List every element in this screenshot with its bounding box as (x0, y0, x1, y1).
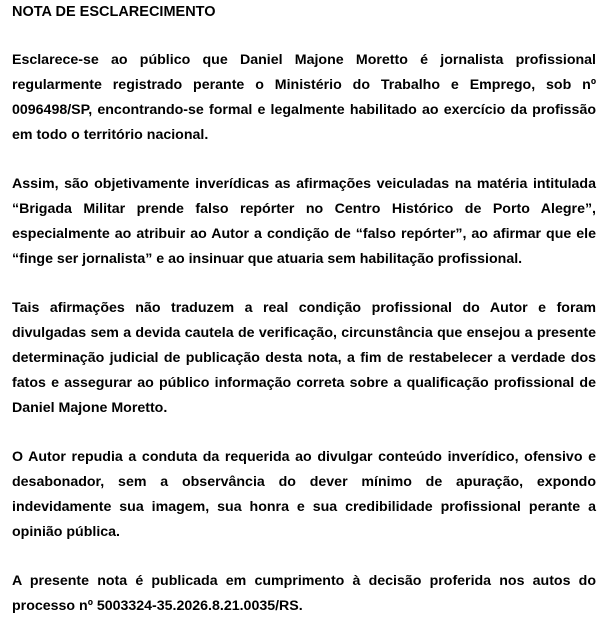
document-title: NOTA DE ESCLARECIMENTO (12, 4, 216, 20)
document-page (12, 0, 596, 619)
paragraph-journalist-registration: Esclarece-se ao público que Daniel Majone Moretto é jornalista profissional regularmente registrado perante o Ministério do Trabalho e Emprego, sob nº 0096498/SP, encontrando-se formal e legalmente habilitado ao exercício da profissão em todo o território nacional. (12, 52, 596, 143)
paragraph-court-decision: A presente nota é publicada em cumprimento à decisão proferida nos autos do processo nº 5003324-35.2026.8.21.0035/RS. (12, 573, 596, 614)
paragraph-court-determination: Tais afirmações não traduzem a real condição profissional do Autor e foram divulgadas sem a devida cautela de verificação, circunstância que ensejou a presente determinação judicial de publicação desta nota, a fim de restabelecer a verdade dos fatos e assegurar ao público informação correta sobre a qualificação profissional de Daniel Majone Moretto. (12, 300, 596, 416)
paragraph-false-claims: Assim, são objetivamente inverídicas as afirmações veiculadas na matéria intitulada “Brigada Militar prende falso repórter no Centro Histórico de Porto Alegre”, especialmente ao atribuir ao Autor a condição de “falso repórter”, ao afirmar que ele “finge ser jornalista” e ao insinuar que atuaria sem habilitação profissional. (12, 176, 596, 267)
paragraph-repudiation: O Autor repudia a conduta da requerida ao divulgar conteúdo inverídico, ofensivo e desabonador, sem a observância do dever mínimo de apuração, expondo indevidamente sua imagem, sua honra e sua credibilidade profissional perante a opinião pública. (12, 449, 596, 540)
